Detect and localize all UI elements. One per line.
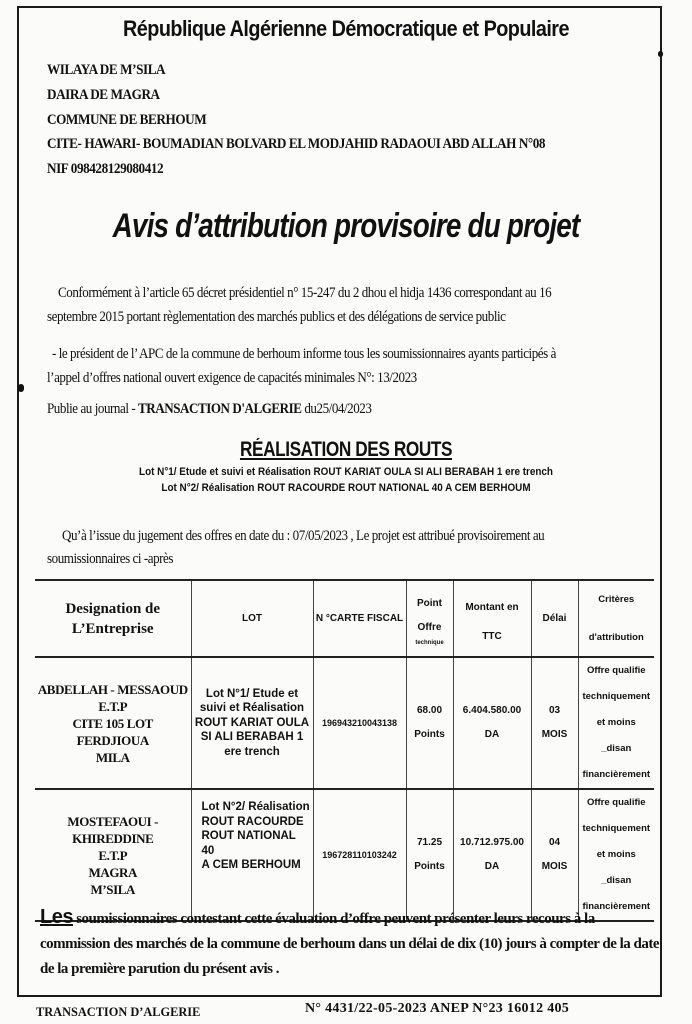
cell-points: 71.25 Points: [406, 789, 453, 921]
legal-basis-line-2: septembre 2015 portant règlementation des marchés publics et des délégations de service public: [47, 309, 506, 325]
legal-basis-line-1: Conformément à l’article 65 décret présidentiel n° 15-247 du 2 dhou el hidja 1436 correspondant au 16: [58, 285, 552, 301]
nif-line: NIF 098428129080412: [47, 161, 164, 177]
header-montant: Montant en TTC: [453, 580, 531, 657]
lot-2-description: Lot N°2/ Réalisation ROUT RACOURDE ROUT NATIONAL 40 A CEM BERHOUM: [161, 482, 531, 494]
cell-delai: 03 MOIS: [531, 657, 578, 789]
header-point-offre: Point Offre technique: [406, 580, 453, 657]
cell-lot: Lot N°1/ Etude et suivi et Réalisation ROUT KARIAT OULA SI ALI BERABAH 1 ere trench: [191, 657, 313, 789]
scan-speck: [658, 51, 663, 57]
republic-heading: République Algérienne Démocratique et Populaire: [123, 16, 569, 41]
judgment-line-2: soumissionnaires ci -après: [47, 551, 174, 567]
table-row: [35, 657, 654, 789]
table-row: [35, 789, 654, 921]
cell-criteres: Offre qualifie techniquement et moins _disan financièrement: [578, 657, 654, 789]
cell-delai: 04 MOIS: [531, 789, 578, 921]
cell-carte-fiscal: 196728110103242: [313, 789, 406, 921]
cell-lot: Lot N°2/ Réalisation ROUT RACOURDE ROUT NATIONAL 40 A CEM BERHOUM: [191, 789, 313, 921]
appeal-lead-word: Les: [40, 906, 73, 928]
cell-entreprise: ABDELLAH - MESSAOUD E.T.P CITE 105 LOT FERDJIOUA MILA: [35, 657, 191, 789]
judgment-line-1: Qu’à l’issue du jugement des offres en date du : 07/05/2023 , Le projet est attribué provisoirement au: [62, 528, 545, 544]
publication-line: [47, 401, 371, 418]
publication-date: du25/04/2023: [301, 401, 372, 417]
publication-prefix: Publie au journal -: [47, 401, 139, 417]
header-criteres: Critères d'attribution: [578, 580, 654, 657]
cell-points: 68.00 Points: [406, 657, 453, 789]
cell-criteres: Offre qualifie techniquement et moins _disan financièrement: [578, 789, 654, 921]
attribution-table: [35, 579, 654, 922]
appeal-text: soumissionnaires contestant cette évaluation d’offre peuvent présenter leurs recours à la commission des marchés de la commune de berhoum dans un délai de dix (10) jours à compter de la date de la première parution du présent avis .: [40, 911, 660, 977]
president-notice-line-1: - le président de l’ APC de la commune de berhoum informe tous les soumissionnaires ayants participés à: [52, 346, 556, 362]
footer-reference: N° 4431/22-05-2023 ANEP N°23 16012 405: [305, 1001, 570, 1016]
cell-montant: 6.404.580.00 DA: [453, 657, 531, 789]
president-notice-line-2: l’appel d’offres national ouvert exigence de capacités minimales N°: 13/2023: [47, 370, 417, 386]
header-lot: LOT: [191, 580, 313, 657]
project-subtitle: RÉALISATION DES ROUTS: [239, 438, 453, 461]
appeal-notice: [40, 905, 660, 982]
cell-carte-fiscal: 196943210043138: [313, 657, 406, 789]
cell-entreprise: MOSTEFAOUI - KHIREDDINE E.T.P MAGRA M’SILA: [35, 789, 191, 921]
header-designation: Designation de L’Entreprise: [35, 580, 191, 657]
footer-journal: TRANSACTION D’ALGERIE: [36, 1004, 201, 1019]
table-header-row: [35, 580, 654, 657]
cell-montant: 10.712.975.00 DA: [453, 789, 531, 921]
address-line: CITE- HAWARI- BOUMADIAN BOLVARD EL MODJAHID RADAOUI ABD ALLAH N°08: [47, 136, 546, 152]
notice-title: Avis d’attribution provisoire du projet: [112, 207, 580, 245]
header-carte-fiscal: N °CARTE FISCAL: [313, 580, 406, 657]
scan-speck: [18, 384, 24, 392]
header-delai: Délai: [531, 580, 578, 657]
daira-line: DAIRA DE MAGRA: [47, 87, 160, 103]
lot-1-description: Lot N°1/ Etude et suivi et Réalisation ROUT KARIAT OULA SI ALI BERABAH 1 ere trench: [139, 466, 553, 478]
commune-line: COMMUNE DE BERHOUM: [47, 112, 207, 128]
wilaya-line: WILAYA DE M’SILA: [47, 62, 166, 78]
publication-journal: TRANSACTION D'ALGERIE: [138, 401, 302, 417]
